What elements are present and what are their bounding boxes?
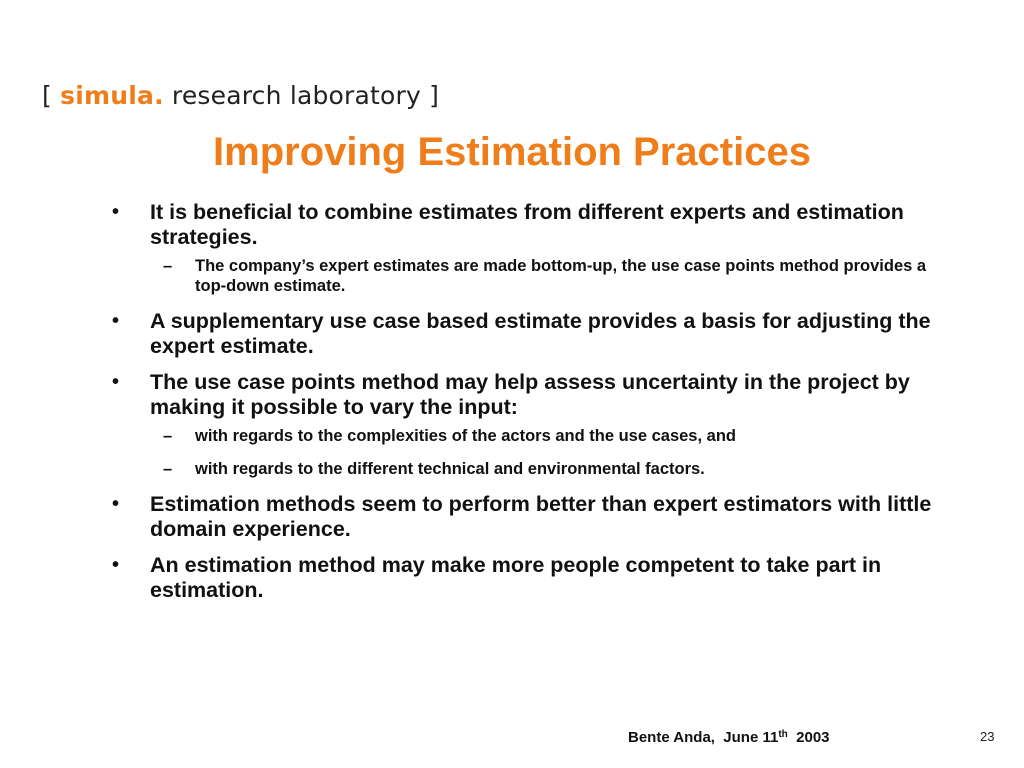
footer-date: June 11 xyxy=(723,729,779,746)
bullet-list xyxy=(110,200,960,614)
dash-icon: – xyxy=(163,257,173,275)
bullet-icon: • xyxy=(112,554,120,576)
dash-icon: – xyxy=(163,427,173,445)
logo-dot: . xyxy=(154,81,164,110)
footer-year: 2003 xyxy=(796,729,830,746)
bullet-text: The use case points method may help assess uncertainty in the project by making it possible to vary the input: xyxy=(150,370,910,419)
footer-author-date xyxy=(628,729,830,746)
simula-logo xyxy=(42,80,439,112)
bullet-icon: • xyxy=(112,493,120,515)
bullet-text: It is beneficial to combine estimates from different experts and estimation strategies. xyxy=(150,200,904,249)
page-number: 23 xyxy=(980,729,995,744)
bullet-item xyxy=(110,200,960,250)
bullet-text: An estimation method may make more people competent to take part in estimation. xyxy=(150,553,882,602)
bullet-item xyxy=(110,309,960,359)
bullet-text: Estimation methods seem to perform better than expert estimators with little domain experience. xyxy=(150,492,932,541)
logo-open-bracket: [ xyxy=(42,81,52,110)
sub-bullet-text: with regards to the complexities of the actors and the use cases, and xyxy=(195,427,736,445)
bullet-item xyxy=(110,492,960,542)
bullet-item xyxy=(110,553,960,603)
slide-title: Improving Estimation Practices xyxy=(213,130,811,174)
logo-research-laboratory: research laboratory xyxy=(163,81,422,110)
logo-simula: simula xyxy=(60,81,155,110)
sub-bullet-item xyxy=(110,459,960,479)
bullet-item xyxy=(110,370,960,420)
dash-icon: – xyxy=(163,460,173,478)
sub-bullet-text: with regards to the different technical and environmental factors. xyxy=(195,460,705,478)
bullet-icon: • xyxy=(112,371,120,393)
sub-bullet-item xyxy=(110,256,960,296)
bullet-text: A supplementary use case based estimate provides a basis for adjusting the expert estimate. xyxy=(150,309,931,358)
logo-close-bracket: ] xyxy=(429,81,440,110)
bullet-icon: • xyxy=(112,310,120,332)
sub-bullet-text: The company’s expert estimates are made bottom-up, the use case points method provides a top-down estimate. xyxy=(195,257,927,295)
footer-author: Bente Anda, xyxy=(628,729,715,746)
sub-bullet-item xyxy=(110,426,960,446)
footer-date-suffix: th xyxy=(778,729,788,740)
bullet-icon: • xyxy=(112,201,120,223)
